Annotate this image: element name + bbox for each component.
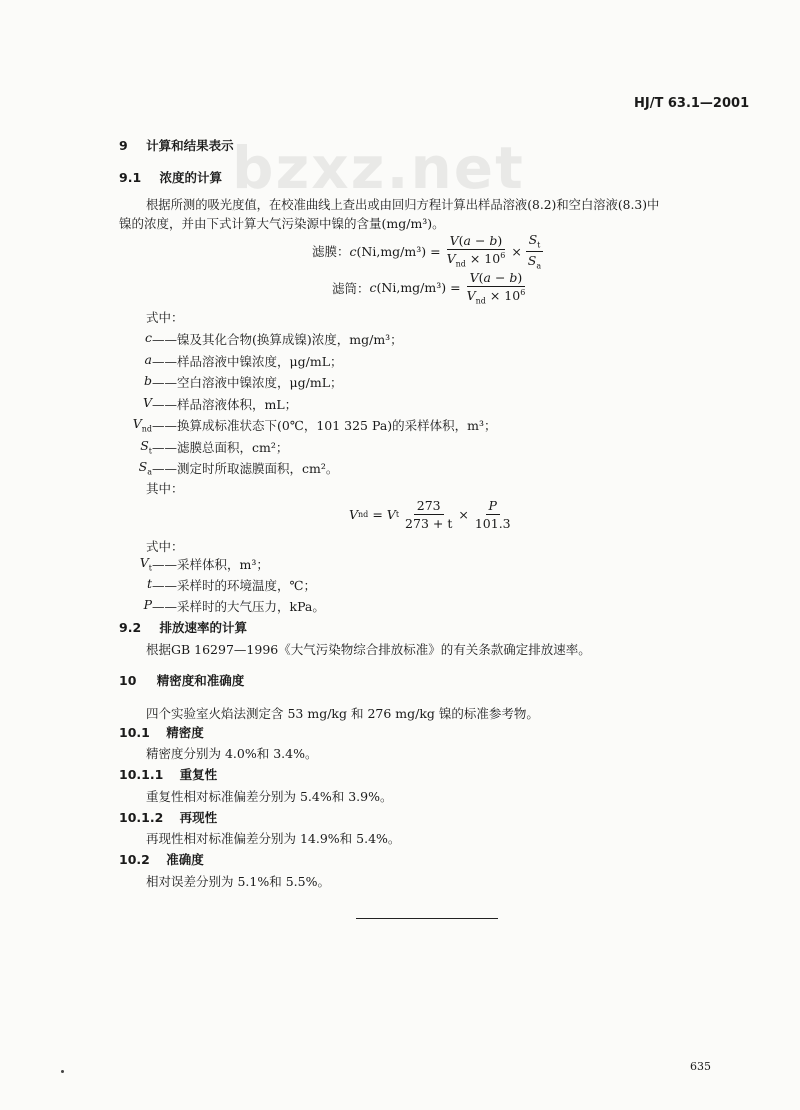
page-number: 635 xyxy=(690,1060,711,1073)
definition-text: ——样品溶液中镍浓度，μg/mL； xyxy=(152,353,343,369)
definition-text: ——样品溶液体积，mL； xyxy=(152,396,298,412)
fraction: $\frac{273}{273 + t}$ xyxy=(405,498,453,531)
section-title: 重复性 xyxy=(179,767,218,782)
section-10-1-2-heading xyxy=(119,808,217,826)
paragraph: 再现性相对标准偏差分别为 14.9%和 5.4%。 xyxy=(146,831,401,846)
paragraph-line: 镍的浓度，并由下式计算大气污染源中镍的含量(mg/m³)。 xyxy=(119,216,445,231)
end-rule xyxy=(356,918,498,919)
definition-item xyxy=(0,373,532,391)
formula-cartridge: 滤筒： c (Ni,mg/m³) = $\frac{V(a - b)}{V_{nd} \times 10^6}$ xyxy=(332,270,531,306)
where-label: 式中： xyxy=(146,539,184,554)
section-title: 排放速率的计算 xyxy=(159,620,248,635)
definition-item xyxy=(0,576,392,594)
formula-label: 滤膜： xyxy=(312,244,350,259)
fraction: $\frac{V(a - b)}{V_{nd} \times 10^6}$ xyxy=(466,270,526,306)
section-title: 精密度和准确度 xyxy=(156,673,245,688)
section-9-2-heading xyxy=(119,618,247,636)
standard-code: HJ/T 63.1—2001 xyxy=(634,96,750,111)
definition-symbol: $V_{nd}$ xyxy=(132,416,152,434)
definition-item xyxy=(0,438,532,456)
definition-item xyxy=(0,395,532,413)
formula-lhs: (Ni,mg/m³) = xyxy=(356,243,441,259)
definition-text: ——采样体积，m³； xyxy=(152,557,269,572)
section-9-1-heading xyxy=(119,168,222,186)
section-9-heading xyxy=(119,136,234,154)
section-number: 10.1.2 xyxy=(119,810,164,825)
section-title: 再现性 xyxy=(179,810,218,825)
definition-symbol: P xyxy=(143,597,152,612)
definition-symbol: $S_a$ xyxy=(138,459,152,477)
paragraph-line: 根据所测的吸光度值，在校准曲线上查出或由回归方程计算出样品溶液(8.2)和空白溶液(8.3)中 xyxy=(146,198,660,212)
formula-lhs: (Ni,mg/m³) = xyxy=(376,280,461,296)
section-title: 准确度 xyxy=(166,852,204,867)
definition-item xyxy=(0,352,532,370)
formula-label: 滤筒： xyxy=(332,280,370,296)
definition-symbol: b xyxy=(143,373,152,388)
section-title: 计算和结果表示 xyxy=(146,138,234,153)
definition-text: ——空白溶液中镍浓度，μg/mL； xyxy=(152,375,343,390)
definition-symbol: t xyxy=(146,576,152,591)
fraction: $\frac{S_t}{S_a}$ xyxy=(525,232,544,270)
paragraph: 精密度分别为 4.0%和 3.4%。 xyxy=(146,746,318,761)
section-number: 9 xyxy=(119,138,128,153)
fraction: $\frac{P}{101.3}$ xyxy=(474,498,511,531)
section-10-1-1-heading xyxy=(119,765,217,783)
definition-symbol: V xyxy=(142,394,152,410)
definition-text: ——滤膜总面积，cm²； xyxy=(152,439,289,455)
definition-symbol: c xyxy=(144,330,152,345)
fraction: $\frac{V(a - b)}{V_{nd} \times 10^6}$ xyxy=(446,233,506,269)
definition-symbol: $S_t$ xyxy=(140,437,152,455)
definition-text: ——采样时的大气压力，kPa。 xyxy=(152,599,325,614)
definition-item xyxy=(0,459,532,477)
paragraph: 四个实验室火焰法测定含 53 mg/kg 和 276 mg/kg 镍的标准参考物。 xyxy=(146,706,539,721)
among-label: 其中： xyxy=(146,481,184,496)
definition-text: ——换算成标准状态下(0℃，101 325 Pa)的采样体积，m³； xyxy=(152,418,497,433)
section-title: 浓度的计算 xyxy=(159,170,223,185)
definition-item xyxy=(0,555,392,573)
paragraph: 根据GB 16297—1996《大气污染物综合排放标准》的有关条款确定排放速率。 xyxy=(146,642,591,657)
definition-item xyxy=(0,416,532,434)
section-number: 10.1.1 xyxy=(119,767,164,782)
section-number: 10.1 xyxy=(119,725,150,740)
section-10-heading xyxy=(119,671,244,689)
watermark: bzxz.net xyxy=(232,134,525,202)
paragraph: 重复性相对标准偏差分别为 5.4%和 3.9%。 xyxy=(146,789,393,804)
scan-speck xyxy=(61,1070,64,1073)
section-number: 9.1 xyxy=(119,170,142,185)
definition-item xyxy=(0,330,532,348)
section-number: 9.2 xyxy=(119,620,142,635)
section-number: 10.2 xyxy=(119,852,150,867)
definition-item xyxy=(0,597,392,615)
definition-symbol: a xyxy=(144,351,152,367)
formula-membrane: 滤膜： c (Ni,mg/m³) = $\frac{V(a - b)}{V_{nd} \times 10^6}$ × $\frac{S_t}{S_a}$ xyxy=(312,232,547,270)
definition-text: ——采样时的环境温度，℃； xyxy=(152,578,316,593)
paragraph: 相对误差分别为 5.1%和 5.5%。 xyxy=(146,874,330,889)
section-number: 10 xyxy=(119,673,137,688)
section-title: 精密度 xyxy=(166,725,204,740)
section-10-1-heading xyxy=(119,723,204,741)
formula-vnd: V nd = V t $\frac{273}{273 + t}$ × $\frac{P}{101.3}$ xyxy=(349,498,517,531)
definition-text: ——镍及其化合物(换算成镍)浓度，mg/m³； xyxy=(152,332,403,347)
section-10-2-heading xyxy=(119,850,204,868)
definition-text: ——测定时所取滤膜面积，cm²。 xyxy=(152,461,339,476)
definition-symbol: $V_t$ xyxy=(139,555,152,573)
where-label: 式中： xyxy=(146,310,184,325)
